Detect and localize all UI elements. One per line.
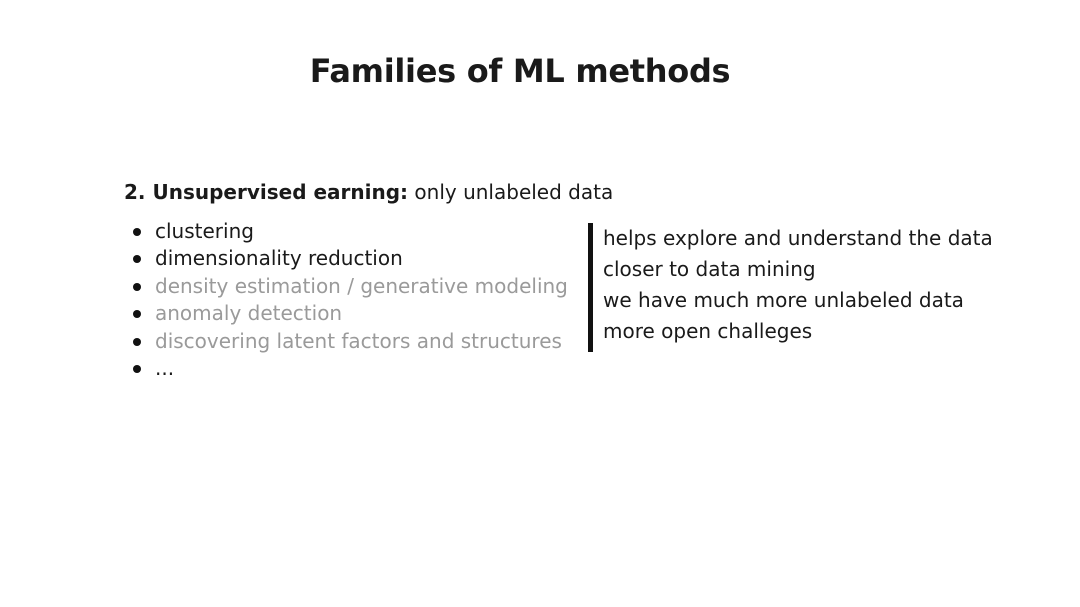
bullet-dot-icon: [133, 338, 141, 346]
bullet-text: density estimation / generative modeling: [155, 273, 568, 298]
bullet-dot-icon: [133, 228, 141, 236]
section-heading: [124, 180, 613, 204]
bullet-text: ...: [155, 355, 175, 380]
bullet-text: dimensionality reduction: [155, 246, 403, 271]
bullet-latent-factors: [133, 328, 568, 355]
notes-divider-bar: [588, 223, 593, 352]
bullet-dot-icon: [133, 310, 141, 318]
note-item: we have much more unlabeled data: [603, 288, 964, 312]
method-bullet-list: [133, 218, 568, 382]
note-item: closer to data mining: [603, 257, 816, 281]
bullet-ellipsis: [133, 355, 568, 382]
bullet-text: anomaly detection: [155, 301, 343, 326]
bullet-clustering: [133, 218, 568, 245]
section-description: only unlabeled data: [414, 180, 614, 204]
notes-list: [603, 223, 993, 347]
section-label: 2. Unsupervised earning:: [124, 180, 409, 204]
bullet-dot-icon: [133, 283, 141, 291]
note-item: more open challeges: [603, 319, 813, 343]
slide-title: Families of ML methods: [309, 52, 731, 90]
note-item: helps explore and understand the data: [603, 226, 993, 250]
bullet-text: discovering latent factors and structures: [155, 328, 562, 353]
bullet-text: clustering: [155, 219, 254, 243]
bullet-dot-icon: [133, 255, 141, 263]
bullet-density-estimation: [133, 273, 568, 300]
bullet-dot-icon: [133, 365, 141, 373]
bullet-dimensionality-reduction: [133, 245, 568, 272]
bullet-anomaly-detection: [133, 300, 568, 327]
